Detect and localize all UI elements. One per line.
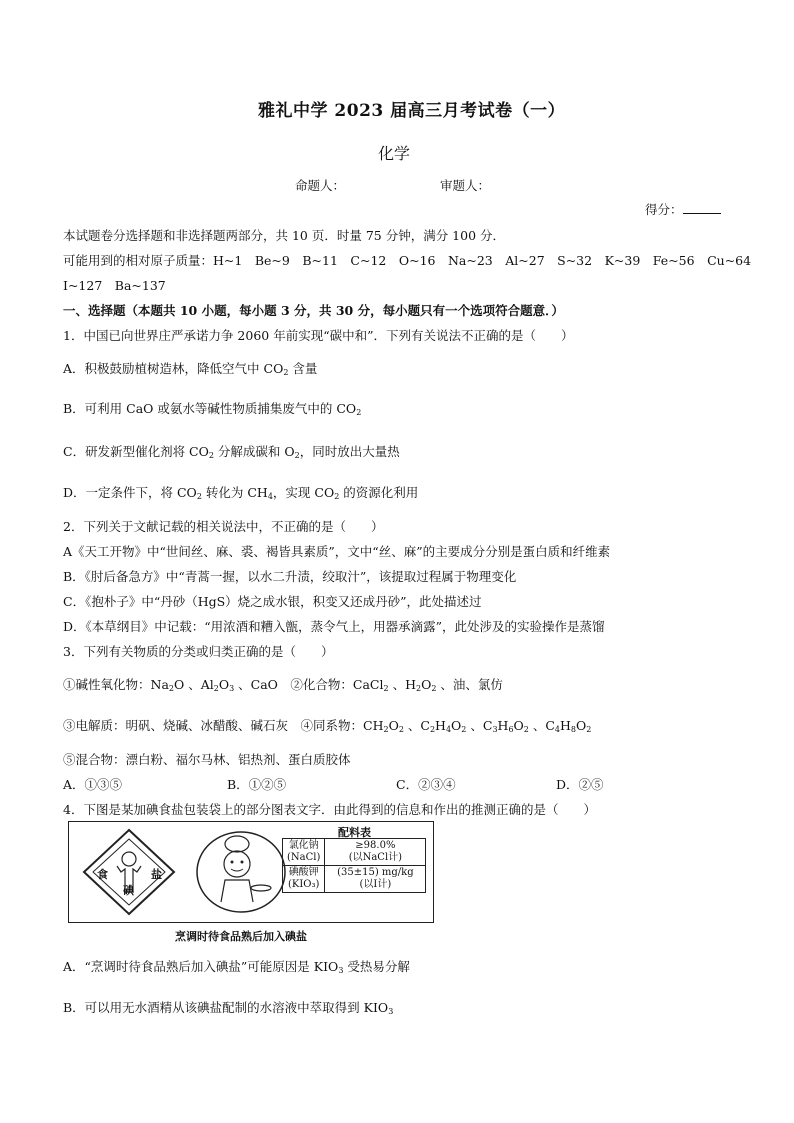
q3-line-1: ①碱性氧化物：$Na_2O$ 、$Al_2O_3$ 、CaO ②化合物：CaCl$_2$ 、$H_2O_2$ 、油、氯仿 (63, 677, 503, 693)
score-label: 得分： (645, 202, 683, 217)
setter-label: 命题人： (295, 178, 346, 193)
table-row (283, 839, 426, 866)
q1-option-a: A．积极鼓励植树造林，降低空气中 $CO_2$ 含量 (63, 361, 318, 377)
q2-option-d: D．《本草纲目》中记载：“用浓酒和糟入甑，蒸令气上，用器承滴露”，此处涉及的实验操作是蒸馏 (63, 619, 605, 634)
atomic-masses-line2: I~127 Ba~137 (63, 278, 166, 293)
table-cell: 碘酸钾 (KIO₃) (283, 866, 325, 893)
ingredient-table (282, 838, 426, 893)
q3-option-d: D．②⑤ (556, 777, 604, 792)
plate-icon (251, 885, 271, 891)
logo-char-left: 食 (97, 868, 108, 881)
q3-option-b: B．①②⑤ (227, 777, 287, 792)
q4-stem: 4．下图是某加碘食盐包装袋上的部分图表文字．由此得到的信息和作出的推测正确的是（ ） (63, 802, 596, 817)
table-cell: (35±15) mg/kg (以I计) (325, 866, 426, 893)
q4-option-b: B．可以用无水酒精从该碘盐配制的水溶液中萃取得到 $KIO_3$ (63, 1000, 394, 1016)
chef-face-icon (224, 851, 250, 877)
intro-line: 本试题卷分选择题和非选择题两部分，共 10 页．时量 75 分钟，满分 100 分． (63, 228, 506, 243)
q2-option-a: A《天工开物》中“世间丝、麻、裘、褐皆具素质”，文中“丝、麻”的主要成分分别是蛋白质和纤维素 (63, 544, 611, 559)
logo-sun-icon (122, 852, 136, 866)
section-heading: 一、选择题（本题共 10 小题，每小题 3 分，共 30 分，每小题只有一个选项符合题意．） (63, 303, 564, 318)
score-field (645, 200, 721, 218)
chef-body-icon (221, 880, 253, 902)
logo-char-middle: 碘 (123, 884, 134, 897)
q2-stem: 2．下列关于文献记载的相关说法中，不正确的是（ ） (63, 519, 384, 534)
ingredient-table-title: 配料表 (338, 826, 371, 839)
table-row (283, 866, 426, 893)
chef-oval (197, 832, 285, 912)
q2-option-b: B．《肘后备急方》中“青蒿一握，以水二升渍，绞取汁”，该提取过程属于物理变化 (63, 569, 517, 584)
q4-option-a: A．“烹调时待食品熟后加入碘盐”可能原因是 $KIO_3$ 受热易分解 (63, 959, 410, 975)
reviewer-label: 审题人： (440, 178, 491, 193)
chef-hat-icon (225, 836, 249, 852)
q1-option-c: C．研发新型催化剂将 $CO_2$ 分解成碳和 $O_2$，同时放出大量热 (63, 444, 400, 460)
table-cell: 氯化钠 (NaCl) (283, 839, 325, 866)
atomic-masses-line1: 可能用到的相对原子质量：H~1 Be~9 B~11 C~12 O~16 Na~23 Al~27 S~32 K~39 Fe~56 Cu~64 (63, 253, 752, 268)
q1-option-d: D．一定条件下，将 $CO_2$ 转化为 $CH_4$，实现 $CO_2$ 的资源化利用 (63, 485, 419, 501)
q3-option-a: A．①③⑤ (63, 777, 123, 792)
figure-caption: 烹调时待食品熟后加入碘盐 (175, 930, 307, 943)
q1-stem: 1．中国已向世界庄严承诺力争 2060 年前实现“碳中和”．下列有关说法不正确的是（ ） (63, 328, 574, 343)
q3-option-c: C．②③④ (396, 777, 456, 792)
q3-stem: 3．下列有关物质的分类或归类正确的是（ ） (63, 644, 334, 659)
q3-line-2: ③电解质：明矾、烧碱、冰醋酸、碱石灰 ④同系物：$CH_2O_2$ 、$C_2H_4O_2$ 、$C_3H_6O_2$ 、$C_4H_8O_2$ (63, 718, 592, 734)
table-cell: ≥98.0% (以NaCl计) (325, 839, 426, 866)
score-blank (683, 203, 721, 214)
logo-char-right: 盐 (151, 868, 162, 881)
q2-option-c: C．《抱朴子》中“丹砂（HgS）烧之成水银，积变又还成丹砂”，此处描述过 (63, 594, 482, 609)
subject-title: 化学 (378, 144, 411, 163)
exam-title: 雅礼中学 2023 届高三月考试卷（一） (258, 101, 566, 121)
q3-line-3: ⑤混合物：漂白粉、福尔马林、铝热剂、蛋白质胶体 (63, 752, 351, 767)
q1-option-b: B．可利用 CaO 或氨水等碱性物质捕集废气中的 $CO_2$ (63, 401, 362, 417)
